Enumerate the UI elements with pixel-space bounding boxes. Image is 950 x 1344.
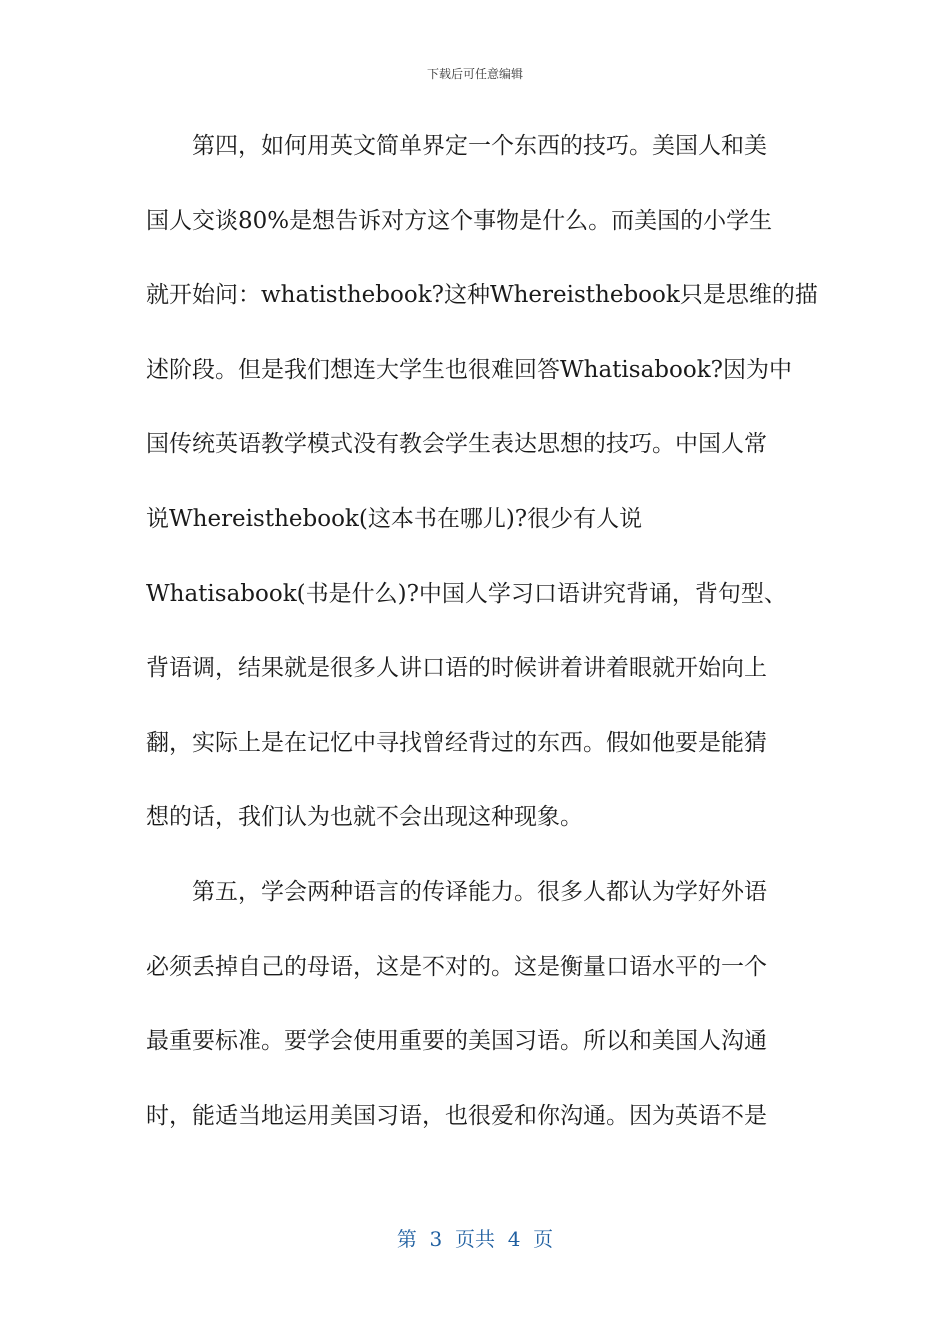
paragraph-line: Whatisabook(书是什么)?中国人学习口语讲究背诵，背句型、 [146, 580, 787, 607]
paragraph-line: 翻，实际上是在记忆中寻找曾经背过的东西。假如他要是能猜 [146, 729, 767, 756]
paragraph-line: 想的话，我们认为也就不会出现这种现象。 [146, 804, 583, 831]
paragraph-line: 必须丢掉自己的母语，这是不对的。这是衡量口语水平的一个 [146, 953, 767, 980]
paragraph-line: 第四，如何用英文简单界定一个东西的技巧。美国人和美 [192, 133, 767, 159]
document-body [146, 118, 818, 1162]
paragraph-line: 国传统英语教学模式没有教会学生表达思想的技巧。中国人常 [146, 431, 767, 458]
paragraph-line: 最重要标准。要学会使用重要的美国习语。所以和美国人沟通 [146, 1028, 767, 1055]
page-footer: 第 3 页共 4 页 [396, 1227, 554, 1251]
paragraph-line: 时，能适当地运用美国习语，也很爱和你沟通。因为英语不是 [146, 1102, 767, 1129]
paragraph-line: 国人交谈80%是想告诉对方这个事物是什么。而美国的小学生 [146, 207, 773, 234]
paragraph-line: 述阶段。但是我们想连大学生也很难回答Whatisabook?因为中 [146, 356, 792, 383]
paragraph-line: 背语调，结果就是很多人讲口语的时候讲着讲着眼就开始向上 [146, 655, 767, 682]
page-header: 下载后可任意编辑 [426, 67, 523, 81]
paragraph-line: 就开始问：whatisthebook?这种Whereisthebook只是思维的描 [146, 282, 818, 309]
paragraph-line: 说Whereisthebook(这本书在哪儿)?很少有人说 [146, 505, 643, 532]
paragraph-line: 第五，学会两种语言的传译能力。很多人都认为学好外语 [192, 878, 767, 905]
